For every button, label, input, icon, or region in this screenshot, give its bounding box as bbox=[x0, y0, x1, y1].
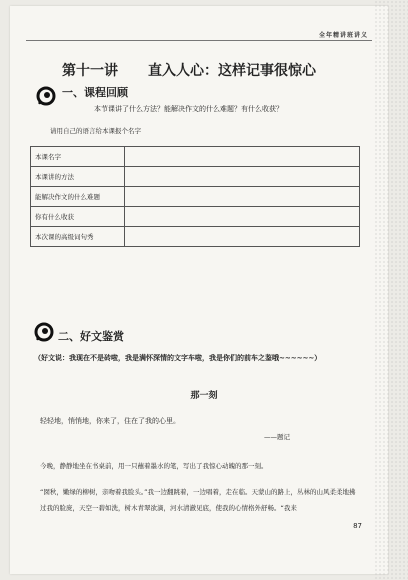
section-ink-icon bbox=[36, 86, 56, 106]
table-row bbox=[31, 187, 360, 207]
answer-cell[interactable] bbox=[125, 187, 360, 207]
section-quote: （好文说：我现在不是砖啦，我是满怀深情的文字车啦，我是你们的前车之鉴哦~~~~~~） bbox=[34, 354, 322, 362]
essay-title: 那一刻 bbox=[190, 391, 218, 401]
table-row bbox=[31, 207, 360, 227]
row-label: 能解决作文的什么难题 bbox=[31, 187, 125, 207]
row-label: 你有什么收获 bbox=[31, 207, 125, 227]
table-row bbox=[31, 227, 360, 247]
answer-cell[interactable] bbox=[125, 207, 360, 227]
epigraph-attribution: ——题记 bbox=[264, 433, 290, 441]
series-header: 全年精讲班讲义 bbox=[318, 32, 368, 39]
review-table bbox=[30, 146, 360, 247]
table-row bbox=[31, 167, 360, 187]
table-row bbox=[31, 147, 360, 167]
row-label: 本次课的高级词句秀 bbox=[31, 227, 125, 247]
dotted-margin bbox=[374, 0, 408, 580]
section-ink-icon bbox=[34, 322, 54, 342]
essay-paragraph: “囡秋，嫩绿的柳树，亲吻着我脸头。”我一边翻跳着，一边唱着，走在临。天蒙山的路上，丛林的山风柔柔地拂过我的脸庞，天空一碧如洗，树木青翠欲滴，河水清澈见底，使我的心情格外舒畅。“我来 bbox=[40, 488, 356, 512]
row-label: 本课名字 bbox=[31, 147, 125, 167]
header-rule bbox=[26, 40, 372, 41]
essay-paragraph: 今晚，静静地坐在书桌前，用一只蘸着墨水的笔，写出了我惊心动魄的那一刻。 bbox=[40, 462, 268, 470]
section-title-review: 一、课程回顾 bbox=[62, 86, 128, 99]
lecture-title: 直入人心：这样记事很惊心 bbox=[148, 63, 316, 79]
answer-cell[interactable] bbox=[125, 147, 360, 167]
review-question: 本节课讲了什么方法？能解决作文的什么难题？有什么收获？ bbox=[94, 105, 283, 113]
row-label: 本课讲的方法 bbox=[31, 167, 125, 187]
review-instruction: 请用自己的语言给本课报个名字 bbox=[50, 127, 141, 135]
essay-epigraph: 轻轻地，悄悄地，你来了，住在了我的心里。 bbox=[40, 417, 180, 425]
page-number: 87 bbox=[353, 522, 362, 530]
lecture-number: 第十一讲 bbox=[62, 63, 118, 79]
answer-cell[interactable] bbox=[125, 167, 360, 187]
section-title-appreciation: 二、好文鉴赏 bbox=[58, 330, 124, 343]
answer-cell[interactable] bbox=[125, 227, 360, 247]
